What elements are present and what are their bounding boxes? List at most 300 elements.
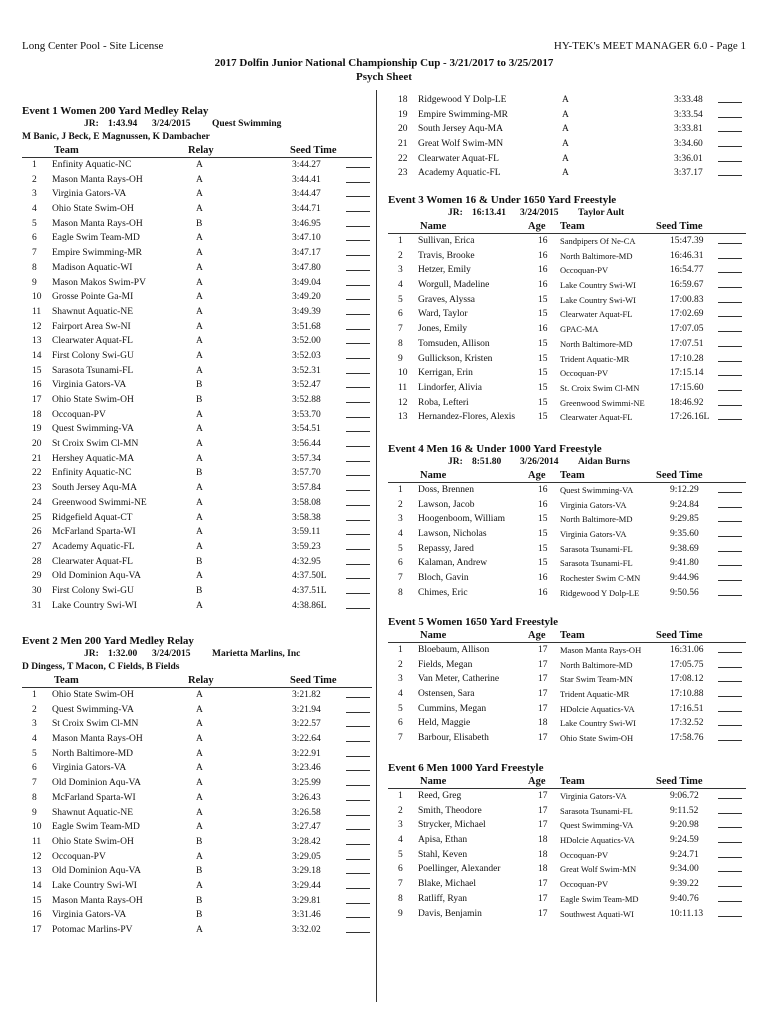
row-name: Stahl, Keven [418,849,468,860]
row-seed-time: 17:15.14 [670,368,704,379]
blank-line [718,93,742,103]
row-rank: 18 [398,95,408,105]
blank-line [346,747,370,757]
row-age: 18 [538,849,548,860]
row-name: Travis, Brooke [418,250,475,261]
blank-line [718,322,742,332]
row-rank: 16 [32,910,42,921]
row-rank: 4 [398,529,403,540]
row-seed-time: 3:44.47 [292,189,321,200]
site-license: Long Center Pool - Site License [22,40,164,52]
record-holder: Aidan Burns [578,457,631,467]
table-row [22,511,372,526]
event-title: Event 4 Men 16 & Under 1000 Yard Freestyle [388,443,602,455]
column-header [388,220,746,234]
row-team: Greenwood Swimmi-NE [560,397,645,408]
col-seed-time: Seed Time [290,675,337,686]
row-name: Poellinger, Alexander [418,864,501,875]
row-relay: A [196,483,203,494]
row-relay: A [196,512,203,523]
row-rank: 2 [398,499,403,510]
row-team: South Jersey Aqu-MA [418,124,503,135]
row-rank: 23 [32,483,42,494]
row-age: 15 [538,543,548,554]
row-rank: 9 [398,353,403,364]
row-rank: 17 [32,925,42,935]
table-row [388,672,746,687]
row-team: Old Dominion Aqu-VA [52,866,142,877]
row-rank: 30 [32,585,42,596]
row-rank: 4 [32,734,37,745]
blank-line [718,643,742,653]
blank-line [346,378,370,388]
col-team: Team [54,145,79,156]
record-date: 3/26/2014 [520,457,559,467]
row-relay: B [196,866,203,877]
row-team: McFarland Sparta-WI [52,792,136,803]
row-team: Great Wolf Swim-MN [418,139,504,150]
blank-line [346,717,370,727]
table-row [388,366,746,381]
row-team: Clearwater Aquat-FL [52,556,133,567]
row-age: 16 [538,485,548,495]
row-seed-time: 4:38.86L [292,600,327,611]
row-seed-time: 4:37.51L [292,585,327,596]
table-row [22,408,372,423]
blank-line [718,672,742,682]
row-age: 15 [538,309,548,320]
row-team: North Baltimore-MD [52,748,134,759]
row-team: Shawnut Aquatic-NE [52,807,134,818]
row-relay: A [196,409,203,420]
row-seed-time: 3:37.17 [674,168,703,179]
row-seed-time: 17:07.05 [670,324,704,335]
row-team: North Baltimore-MD [560,514,633,525]
row-relay: A [562,109,569,120]
row-rank: 4 [398,280,403,291]
row-rank: 16 [32,380,42,391]
blank-line [346,584,370,594]
row-rank: 26 [32,527,42,538]
row-name: Repassy, Jared [418,543,474,554]
row-team: Eagle Swim Team-MD [52,233,140,244]
row-name: Barbour, Elisabeth [418,733,489,744]
row-team: Virginia Gators-VA [560,529,627,540]
row-relay: A [196,690,203,700]
row-team: Mason Manta Rays-OH [52,734,143,745]
row-relay: B [196,910,203,921]
row-team: Enfinity Aquatic-NC [52,468,132,479]
row-name: Chimes, Eric [418,587,468,598]
row-name: Hetzer, Emily [418,265,471,276]
row-rank: 8 [32,792,37,803]
row-age: 16 [538,280,548,291]
row-relay: A [196,174,203,185]
row-rank: 6 [398,718,403,729]
table-row [388,556,746,571]
table-row [388,337,746,352]
row-relay: A [196,880,203,891]
table-row [388,396,746,411]
event-block [388,615,746,746]
table-row [22,864,372,879]
row-team: Sarasota Tsunami-FL [560,543,633,554]
row-name: Hernandez-Flores, Alexis [418,412,516,423]
row-seed-time: 9:40.76 [670,893,699,904]
row-seed-time: 4:32.95 [292,556,321,567]
row-relay: B [196,468,203,479]
row-team: Clearwater Aquat-FL [418,153,499,164]
row-relay: A [562,139,569,150]
row-relay: A [196,424,203,435]
blank-line [718,586,742,596]
row-rank: 12 [398,397,408,408]
row-rank: 19 [398,109,408,120]
row-rank: 5 [398,849,403,860]
row-name: Bloch, Gavin [418,573,469,584]
table-row [22,173,372,188]
row-seed-time: 17:05.75 [670,659,704,670]
row-rank: 2 [398,805,403,816]
row-seed-time: 17:32.52 [670,718,704,729]
row-name: Hoogenboom, William [418,514,506,525]
row-age: 16 [538,324,548,335]
table-row [22,599,372,614]
row-rank: 2 [32,174,37,185]
col-name: Name [420,776,447,787]
row-seed-time: 4:37.50L [292,571,327,582]
row-seed-time: 3:47.17 [292,248,321,259]
row-team: HDolcie Aquatics-VA [560,703,635,714]
row-seed-time: 17:02.69 [670,309,704,320]
table-row [388,833,746,848]
row-team: McFarland Sparta-WI [52,527,136,538]
meet-title: 2017 Dolfin Junior National Championship Cup - 3/21/2017 to 3/25/2017 [214,57,554,69]
row-rank: 11 [398,382,408,393]
column-divider [376,90,377,1002]
row-seed-time: 3:33.48 [674,95,703,105]
row-relay: B [196,895,203,906]
row-rank: 4 [32,204,37,215]
row-team: Quest Swimming-VA [560,820,634,831]
row-relay: A [196,851,203,862]
blank-line [346,466,370,476]
row-team: Ridgefield Aquat-CT [52,512,133,523]
blank-line [346,334,370,344]
row-seed-time: 3:46.95 [292,218,321,229]
row-rank: 8 [398,587,403,598]
event-title: Event 3 Women 16 & Under 1650 Yard Freestyle [388,194,617,206]
row-rank: 6 [32,763,37,774]
row-team: Hershey Aquatic-MA [52,453,135,464]
row-rank: 12 [32,851,42,862]
row-age: 16 [538,250,548,261]
row-rank: 9 [398,908,403,919]
table-row [388,483,746,498]
row-team: Mason Manta Rays-OH [560,645,642,655]
blank-line [346,894,370,904]
table-row [388,907,746,922]
row-team: Eagle Swim Team-MD [52,822,140,833]
row-seed-time: 3:57.34 [292,453,321,464]
row-name: Ratliff, Ryan [418,893,468,904]
row-relay: A [196,277,203,288]
blank-line [718,527,742,537]
row-team: Mason Manta Rays-OH [52,174,143,185]
row-relay: A [196,541,203,552]
table-row [22,276,372,291]
row-age: 16 [538,587,548,598]
row-name: Van Meter, Catherine [418,674,500,685]
table-row [388,716,746,731]
table-row [22,202,372,217]
event-title: Event 2 Men 200 Yard Medley Relay [22,635,194,647]
row-age: 17 [538,820,548,831]
row-team: Lake Country Swi-WI [52,600,137,611]
blank-line [346,246,370,256]
row-team: Quest Swimming-VA [52,704,134,715]
row-seed-time: 3:44.27 [292,160,321,170]
row-age: 15 [538,514,548,525]
event-block [22,634,372,938]
event-block [388,193,746,425]
row-seed-time: 10:11.13 [670,908,704,919]
row-seed-time: 9:12.29 [670,485,699,495]
blank-line [346,820,370,830]
row-seed-time: 3:29.81 [292,895,321,906]
row-name: Kalaman, Andrew [418,558,488,569]
row-team: Quest Swimming-VA [52,424,134,435]
col-name: Name [420,630,447,641]
row-seed-time: 3:52.47 [292,380,321,391]
blank-line [346,511,370,521]
row-seed-time: 3:49.04 [292,277,321,288]
column-header [388,469,746,483]
table-row [22,806,372,821]
row-name: Bloebaum, Allison [418,645,490,655]
event-record [388,456,746,469]
event-block [22,104,372,613]
table-row [22,791,372,806]
blank-line [346,305,370,315]
col-name: Name [420,221,447,232]
row-team: Academy Aquatic-FL [52,541,135,552]
row-rank: 1 [398,485,403,495]
table-row [22,879,372,894]
col-seed-time: Seed Time [656,221,703,232]
column-header [388,775,746,789]
table-row [22,349,372,364]
row-rank: 10 [32,292,42,303]
row-team: Sarasota Tsunami-FL [52,365,134,376]
blank-line [718,542,742,552]
record-time: 8:51.80 [472,457,502,467]
row-team: Eagle Swim Team-MD [560,893,639,904]
record-label: JR: [448,457,463,467]
row-relay: A [196,527,203,538]
blank-line [346,408,370,418]
row-seed-time: 3:36.01 [674,153,703,164]
table-row [22,569,372,584]
row-team: Lake Country Swi-WI [560,294,637,305]
row-rank: 13 [398,412,408,423]
record-date: 3/24/2015 [152,119,191,129]
row-team: Sandpipers Of Ne-CA [560,236,636,246]
row-rank: 1 [398,236,403,246]
row-relay: A [562,153,569,164]
row-rank: 15 [32,365,42,376]
blank-line [346,555,370,565]
blank-line [718,396,742,406]
row-age: 17 [538,908,548,919]
row-age: 17 [538,805,548,816]
row-seed-time: 9:20.98 [670,820,699,831]
row-rank: 4 [398,835,403,846]
row-name: Smith, Theodore [418,805,482,816]
row-age: 18 [538,864,548,875]
row-seed-time: 9:38.69 [670,543,699,554]
row-rank: 9 [32,807,37,818]
row-name: Kerrigan, Erin [418,368,473,379]
table-row [22,246,372,261]
col-team: Team [560,630,585,641]
row-team: Shawnut Aquatic-NE [52,306,134,317]
row-relay: A [196,453,203,464]
row-rank: 13 [32,336,42,347]
row-seed-time: 3:22.91 [292,748,321,759]
row-relay: A [196,160,203,170]
record-date: 3/24/2015 [152,649,191,659]
row-rank: 5 [32,748,37,759]
blank-line [718,137,742,147]
table-row [388,352,746,367]
row-team: Virginia Gators-VA [52,910,127,921]
row-seed-time: 3:44.71 [292,204,321,215]
row-rank: 1 [32,160,37,170]
table-row [22,158,372,173]
row-rank: 4 [398,689,403,700]
row-team: St Croix Swim Cl-MN [52,719,139,730]
row-relay: A [196,321,203,332]
blank-line [346,422,370,432]
blank-line [718,307,742,317]
row-rank: 5 [32,218,37,229]
table-row [388,542,746,557]
row-age: 17 [538,879,548,890]
table-row [22,481,372,496]
row-team: First Colony Swi-GU [52,585,134,596]
row-team: Lake Country Swi-WI [52,880,137,891]
row-relay: A [196,248,203,259]
blank-line [346,320,370,330]
row-team: Sarasota Tsunami-FL [560,805,633,816]
table-row [22,923,372,938]
row-seed-time: 3:52.88 [292,395,321,405]
row-seed-time: 17:10.28 [670,353,704,364]
col-seed-time: Seed Time [290,145,337,156]
row-seed-time: 3:26.58 [292,807,321,818]
row-name: Blake, Michael [418,879,477,890]
row-seed-time: 16:31.06 [670,645,704,655]
row-name: Lindorfer, Alivia [418,382,482,393]
row-team: Ohio State Swim-OH [52,836,134,847]
table-row [22,261,372,276]
blank-line [718,848,742,858]
table-row [22,334,372,349]
row-team: Mason Makos Swim-PV [52,277,146,288]
record-swimmers: D Dingess, T Macon, C Fields, B Fields [22,662,180,672]
blank-line [718,804,742,814]
row-seed-time: 9:35.60 [670,529,699,540]
table-row [22,703,372,718]
col-team: Team [54,675,79,686]
blank-line [346,231,370,241]
row-seed-time: 9:24.84 [670,499,699,510]
row-seed-time: 9:50.56 [670,587,699,598]
row-name: Doss, Brennen [418,485,474,495]
row-team: Mason Manta Rays-OH [52,218,143,229]
row-relay: A [196,336,203,347]
row-name: Tomsuden, Allison [418,338,490,349]
row-name: Apisa, Ethan [418,835,468,846]
row-name: Gullickson, Kristen [418,353,493,364]
table-row [22,452,372,467]
row-name: Sullivan, Erica [418,236,475,246]
row-rank: 3 [398,674,403,685]
blank-line [346,850,370,860]
row-team: Empire Swimming-MR [52,248,142,259]
row-name: Ward, Taylor [418,309,468,320]
row-relay: A [196,704,203,715]
table-row [22,747,372,762]
row-age: 17 [538,791,548,801]
row-seed-time: 16:54.77 [670,265,704,276]
table-row [388,122,746,137]
row-seed-time: 3:21.94 [292,704,321,715]
row-team: Lake Country Swi-WI [560,718,637,729]
row-seed-time: 3:25.99 [292,778,321,789]
blank-line [346,864,370,874]
event-block [388,442,746,601]
blank-line [346,393,370,403]
table-row [388,702,746,717]
table-row [22,732,372,747]
row-relay: A [196,748,203,759]
blank-line [718,166,742,176]
event-continued-rows [388,93,746,181]
row-name: Fields, Megan [418,659,473,670]
row-relay: A [196,807,203,818]
table-row [388,586,746,601]
table-row [22,850,372,865]
row-seed-time: 16:59.67 [670,280,704,291]
table-row [388,818,746,833]
row-rank: 7 [398,573,403,584]
col-age: Age [528,630,546,641]
blank-line [718,892,742,902]
row-rank: 2 [32,704,37,715]
blank-line [718,818,742,828]
row-relay: A [196,306,203,317]
row-age: 17 [538,645,548,655]
blank-line [346,908,370,918]
row-team: Enfinity Aquatic-NC [52,160,132,170]
blank-line [346,217,370,227]
event-record [22,648,372,661]
row-seed-time: 3:58.08 [292,497,321,508]
row-seed-time: 3:28.42 [292,836,321,847]
row-seed-time: 3:31.46 [292,910,321,921]
